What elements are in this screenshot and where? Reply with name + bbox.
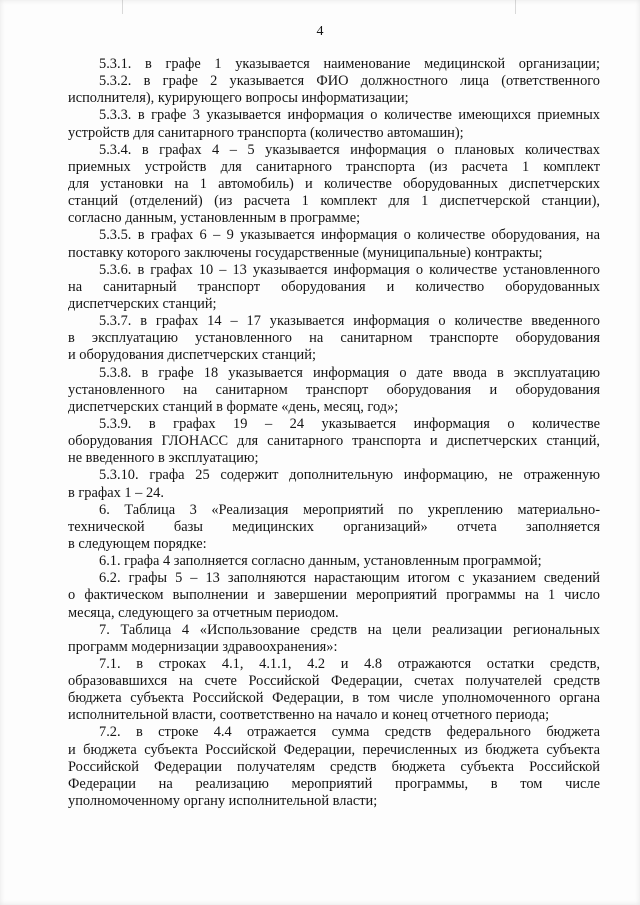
text-line: бюджета субъекта Российской Федерации, в том числе уполномоченного органа <box>68 690 600 707</box>
text-line: 6.1. графа 4 заполняется согласно данным, установленным программой; <box>99 553 542 570</box>
text-line: и бюджета субъекта Российской Федерации, перечисленных из бюджета субъекта <box>68 741 600 758</box>
text-line: и оборудования диспетчерских станций; <box>68 347 316 364</box>
text-line: 7. Таблица 4 «Использование средств на цели реализации региональных <box>99 621 600 638</box>
text-line: устройств для санитарного транспорта (количество автомашин); <box>68 124 464 141</box>
page-number: 4 <box>316 24 324 39</box>
text-line: 5.3.10. графа 25 содержит дополнительную информацию, не отраженную <box>99 467 600 484</box>
text-line: 5.3.7. в графах 14 – 17 указывается информация о количестве введенного <box>99 313 600 330</box>
text-line: программ модернизации здравоохранения»: <box>68 638 338 655</box>
text-line: диспетчерских станций в формате «день, месяц, год»; <box>68 398 399 415</box>
text-line: 5.3.5. в графах 6 – 9 указывается информация о количестве оборудования, на <box>99 227 600 244</box>
text-line: в графах 1 – 24. <box>68 484 164 501</box>
text-line: приемных устройств для санитарного транспорта (из расчета 1 комплект <box>68 158 600 175</box>
body-text <box>68 56 600 810</box>
text-line: исполнительной власти, соответственно на начало и конец отчетного периода; <box>68 707 550 724</box>
text-line: месяца, следующего за отчетным периодом. <box>68 604 339 621</box>
text-line: 6. Таблица 3 «Реализация мероприятий по укреплению материально- <box>99 501 600 518</box>
text-line: исполнителя), курирующего вопросы информатизации; <box>68 90 409 107</box>
text-line: для установки на 1 автомобиль) и количестве оборудованных диспетчерских <box>68 175 600 192</box>
text-line: согласно данным, установленным в программе; <box>68 210 361 227</box>
text-line: поставку которого заключены государственные (муниципальные) контракты; <box>68 244 543 261</box>
text-line: о фактическом выполнении и завершении мероприятий программы на 1 число <box>68 587 600 604</box>
text-line: 5.3.3. в графе 3 указывается информация о количестве имеющихся приемных <box>99 107 600 124</box>
text-line: технической базы медицинских организаций» отчета заполняется <box>68 518 600 535</box>
text-line: Российской Федерации получателям средств бюджета субъекта Российской <box>68 758 600 775</box>
text-line: установленного на санитарном транспорт оборудования и оборудования <box>68 381 600 398</box>
text-line: 5.3.4. в графах 4 – 5 указывается информация о плановых количествах <box>99 141 600 158</box>
text-line: в эксплуатацию установленного на санитарном транспорте оборудования <box>68 330 600 347</box>
text-line: 5.3.1. в графе 1 указывается наименование медицинской организации; <box>99 56 600 72</box>
text-line: диспетчерских станций; <box>68 295 217 312</box>
text-line: 7.1. в строках 4.1, 4.1.1, 4.2 и 4.8 отражаются остатки средств, <box>99 655 600 672</box>
text-line: 7.2. в строке 4.4 отражается сумма средств федерального бюджета <box>99 724 600 741</box>
text-line: образовавшихся на счете Российской Федерации, счетах получателей средств <box>68 673 600 690</box>
text-line: в следующем порядке: <box>68 535 207 552</box>
text-line: Федерации на реализацию мероприятий программы, в том числе <box>68 775 600 792</box>
text-line: 5.3.9. в графах 19 – 24 указывается информация о количестве <box>99 415 600 432</box>
text-line: оборудования ГЛОНАСС для санитарного транспорта и диспетчерских станций, <box>68 433 600 450</box>
text-line: 5.3.8. в графе 18 указывается информация о дате ввода в эксплуатацию <box>99 364 600 381</box>
text-line: не введенного в эксплуатацию; <box>68 450 259 467</box>
scan-artifact <box>122 0 123 14</box>
text-line: 6.2. графы 5 – 13 заполняются нарастающим итогом с указанием сведений <box>99 570 600 587</box>
text-line: на санитарный транспорт оборудования и количество оборудованных <box>68 278 600 295</box>
text-line: 5.3.6. в графах 10 – 13 указывается информация о количестве установленного <box>99 261 600 278</box>
text-line: уполномоченному органу исполнительной власти; <box>68 793 378 810</box>
text-line: 5.3.2. в графе 2 указывается ФИО должностного лица (ответственного <box>99 73 600 90</box>
text-line: станций (отделений) (из расчета 1 комплект для 1 диспетчерской станции), <box>68 193 600 210</box>
scan-artifact <box>515 0 516 14</box>
